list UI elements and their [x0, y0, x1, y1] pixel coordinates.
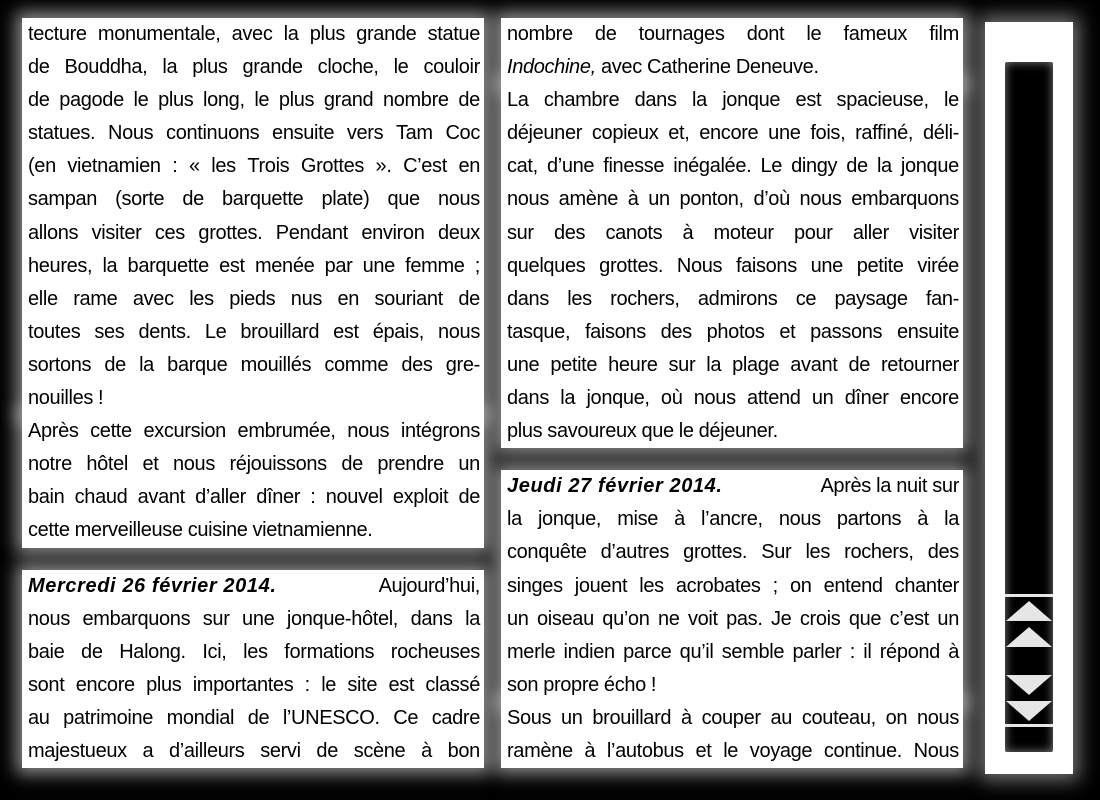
text-line: allons visiter ces grottes. Pendant environ deux [28, 221, 480, 244]
text-line: dans les rochers, admirons ce paysage fan- [507, 287, 959, 310]
text-line: Sous un brouillard à couper au couteau, on nous [507, 706, 959, 729]
text-line: tecture monumentale, avec la plus grande statue [28, 23, 480, 45]
text-line: dans la jonque, où nous attend un dîner encore [507, 387, 959, 410]
line-down-icon[interactable] [1005, 672, 1053, 698]
scroll-panel [985, 22, 1073, 774]
text-column-left [22, 18, 484, 768]
text-line: notre hôtel et nous réjouissons de prendre un [28, 453, 480, 476]
text-line: majestueux a d’ailleurs servi de scène à bon [28, 739, 480, 762]
text-fragment: Après la nuit sur [820, 475, 959, 498]
text-line: la jonque, mise à l’ancre, nous partons à la [507, 508, 959, 531]
text-line: Après cette excursion embrumée, nous intégrons [28, 420, 480, 443]
text-line: au patrimoine mondial de l’UNESCO. Ce cadre [28, 706, 480, 729]
scroll-top-bar [1005, 594, 1053, 597]
text-line: conquête d’autres grottes. Sur les rochers, des [507, 541, 959, 564]
text-line: bain chaud avant d’aller dîner : nouvel exploit de [28, 486, 480, 509]
paragraph-block [22, 570, 484, 769]
text-line: singes jouent les acrobates ; on entend chanter [507, 574, 959, 597]
text-line: une petite heure sur la plage avant de retourner [507, 353, 959, 376]
text-line: nous amène à un ponton, d’où nous embarquons [507, 188, 959, 211]
text-line: de Bouddha, la plus grande cloche, le couloir [28, 56, 480, 79]
text-line: nombre de tournages dont le fameux film [507, 23, 959, 45]
text-line: quelques grottes. Nous faisons une petite virée [507, 254, 959, 277]
text-line: elle rame avec les pieds nus en souriant de [28, 287, 480, 310]
text-line: heures, la barquette est menée par une femme ; [28, 254, 480, 277]
text-line: plus savoureux que le déjeuner. [507, 420, 778, 443]
text-line: sur des canots à moteur pour aller visiter [507, 221, 959, 244]
paragraph-block [501, 18, 963, 84]
text-line: nouilles ! [28, 387, 104, 410]
text-line: La chambre dans la jonque est spacieuse, le [507, 89, 959, 112]
text-line: ramène à l’autobus et le voyage continue. Nous [507, 739, 959, 762]
text-fragment: Aujourd’hui, [378, 574, 480, 597]
page-down-icon[interactable] [1005, 698, 1053, 724]
paragraph-block [501, 84, 963, 448]
text-line: baie de Halong. Ici, les formations rocheuses [28, 640, 480, 663]
film-title: Indochine, [507, 56, 596, 79]
entry-date: Jeudi 27 février 2014. [507, 475, 723, 498]
scroll-bottom-bar [1005, 724, 1053, 727]
text-line [507, 51, 959, 84]
text-line: sortons de la barque mouillés comme des gre- [28, 353, 480, 376]
text-line: merle indien parce qu’il semble parler : il répond à [507, 640, 959, 663]
text-line [507, 470, 959, 503]
text-line: sont encore plus importantes : le site est classé [28, 673, 480, 696]
text-line: son propre écho ! [507, 673, 657, 696]
page-up-icon[interactable] [1005, 598, 1053, 624]
text-line: déjeuner copieux et, encore une fois, raffiné, déli- [507, 122, 959, 145]
text-fragment: avec Catherine Deneuve. [595, 56, 819, 79]
text-line: de pagode le plus long, le plus grand nombre de [28, 89, 480, 112]
text-line: (en vietnamien : « les Trois Grottes ». C’est en [28, 155, 480, 178]
text-column-right [501, 18, 963, 768]
paragraph-block [501, 702, 963, 768]
text-line: statues. Nous continuons ensuite vers Tam Coc [28, 122, 480, 145]
paragraph-block [22, 415, 484, 547]
text-line: sampan (sorte de barquette plate) que nous [28, 188, 480, 211]
text-line: un oiseau qu’on ne voit pas. Je crois que c’est un [507, 607, 959, 630]
text-line: tasque, faisons des photos et passons ensuite [507, 320, 959, 343]
text-line: toutes ses dents. Le brouillard est épais, nous [28, 320, 480, 343]
text-line: cat, d’une finesse inégalée. Le dingy de la jonque [507, 155, 959, 178]
text-line: cette merveilleuse cuisine vietnamienne. [28, 519, 373, 542]
paragraph-block [22, 18, 484, 415]
text-line: nous embarquons sur une jonque-hôtel, dans la [28, 607, 480, 630]
line-up-icon[interactable] [1005, 624, 1053, 650]
entry-date: Mercredi 26 février 2014. [28, 574, 277, 597]
paragraph-block [501, 470, 963, 702]
text-line [28, 570, 480, 603]
scrollbar[interactable] [1005, 62, 1053, 752]
